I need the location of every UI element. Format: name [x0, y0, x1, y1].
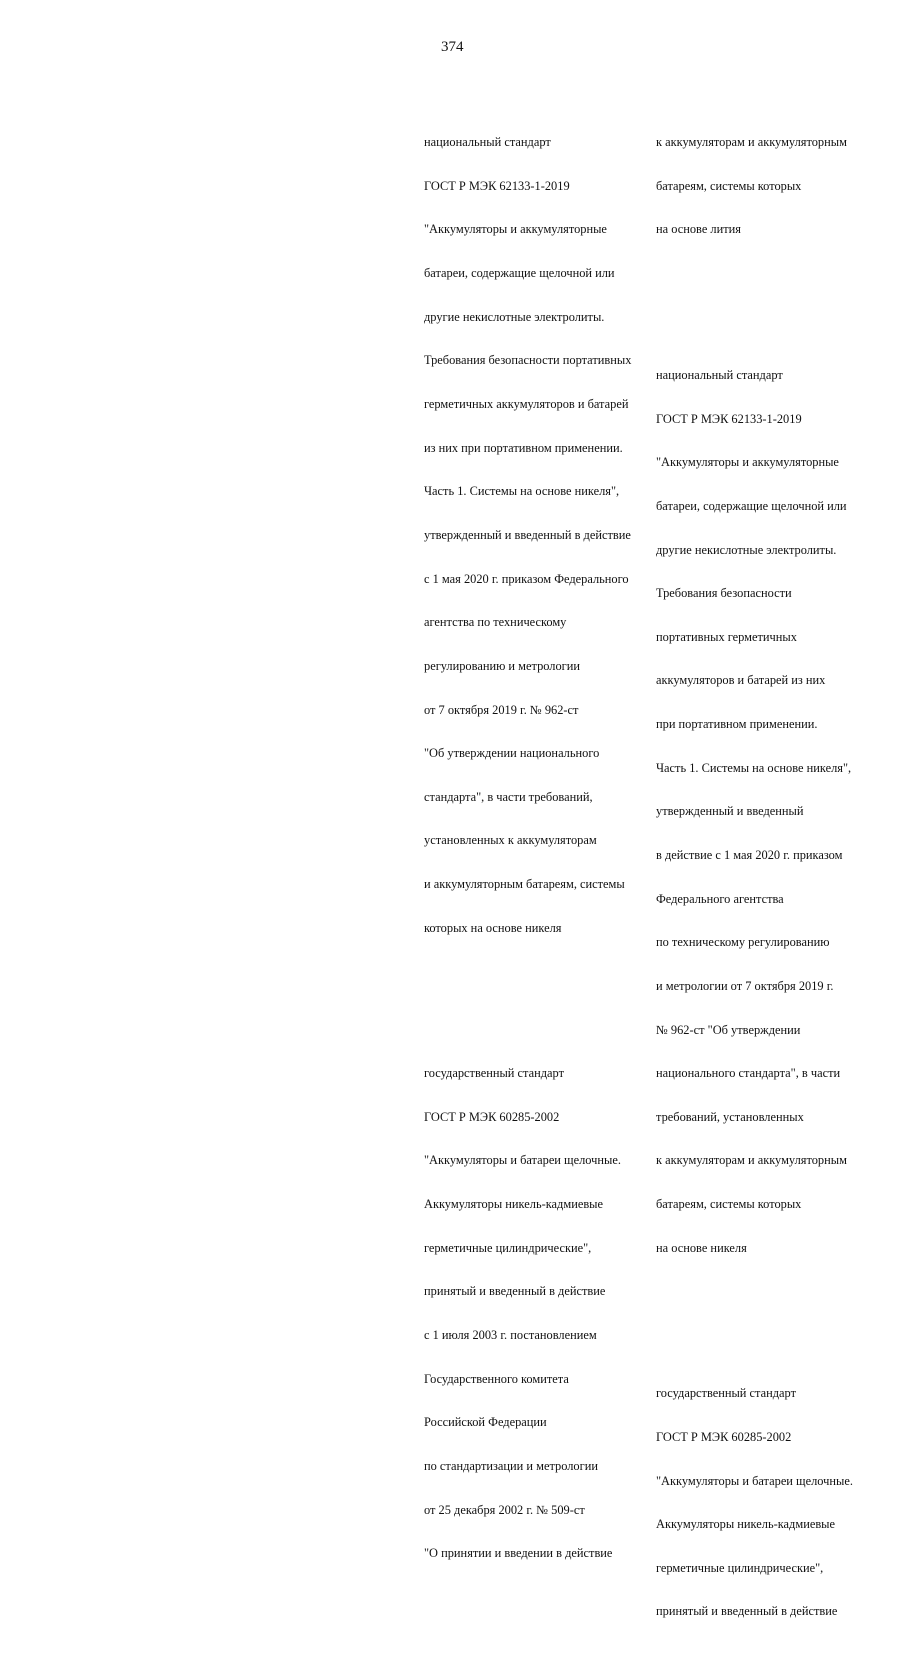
- text-line: утвержденный и введенный в действие: [424, 527, 631, 542]
- text-line: национальный стандарт: [656, 367, 783, 382]
- text-line: от 7 октября 2019 г. № 962-ст: [424, 702, 579, 717]
- text-line: Аккумуляторы никель-кадмиевые: [656, 1517, 835, 1532]
- text-line: Требования безопасности портативных: [424, 353, 632, 368]
- text-line: стандарта", в части требований,: [424, 789, 593, 804]
- text-line: "Аккумуляторы и аккумуляторные: [656, 455, 839, 470]
- text-line: принятый и введенный в действие: [656, 1604, 838, 1619]
- text-line: установленных к аккумуляторам: [424, 833, 597, 848]
- text-line: Часть 1. Системы на основе никеля",: [424, 484, 620, 499]
- text-line: "Об утверждении национального: [424, 746, 600, 761]
- text-line: принятый и введенный в действие: [424, 1284, 606, 1299]
- text-line: другие некислотные электролиты.: [656, 542, 837, 557]
- text-line: из них при портативном применении.: [424, 440, 623, 455]
- text-line: ГОСТ Р МЭК 60285-2002: [424, 1109, 560, 1124]
- block-spacer: [656, 1313, 891, 1328]
- text-line: Аккумуляторы никель-кадмиевые: [424, 1197, 603, 1212]
- text-line: на основе лития: [656, 222, 741, 237]
- text-line: другие некислотные электролиты.: [424, 309, 605, 324]
- text-line: батареям, системы которых: [656, 178, 802, 193]
- right-block-gost-62133: [656, 339, 891, 1285]
- text-line: регулированию и метрологии: [424, 658, 581, 673]
- text-line: национального стандарта", в части: [656, 1066, 841, 1081]
- right-column: [656, 77, 891, 1663]
- text-line: аккумуляторов и батарей из них: [656, 673, 826, 688]
- right-block-lithium-continuation: [656, 106, 891, 266]
- text-line: национальный стандарт: [424, 135, 551, 150]
- page-number: 374: [441, 39, 464, 55]
- text-line: батареи, содержащие щелочной или: [424, 266, 615, 281]
- text-line: герметичных аккумуляторов и батарей: [424, 397, 629, 412]
- text-line: Требования безопасности: [656, 586, 792, 601]
- text-line: герметичные цилиндрические",: [656, 1560, 824, 1575]
- text-line: "О принятии и введении в действие: [424, 1546, 613, 1561]
- text-line: с 1 мая 2020 г. приказом Федерального: [424, 571, 629, 586]
- left-block-gost-60285: [424, 1037, 659, 1590]
- text-line: по техническому регулированию: [656, 935, 830, 950]
- text-line: батареи, содержащие щелочной или: [656, 498, 847, 513]
- text-line: к аккумуляторам и аккумуляторным: [656, 1153, 847, 1168]
- text-line: утвержденный и введенный: [656, 804, 804, 819]
- text-line: Государственного комитета: [424, 1371, 569, 1386]
- text-line: портативных герметичных: [656, 629, 797, 644]
- text-line: требований, установленных: [656, 1109, 804, 1124]
- text-line: батареям, системы которых: [656, 1197, 802, 1212]
- text-line: к аккумуляторам и аккумуляторным: [656, 135, 847, 150]
- block-spacer: [656, 295, 891, 310]
- text-line: "Аккумуляторы и аккумуляторные: [424, 222, 607, 237]
- text-line: Федерального агентства: [656, 891, 784, 906]
- text-line: "Аккумуляторы и батареи щелочные.: [656, 1473, 853, 1488]
- text-line: с 1 июля 2003 г. постановлением: [424, 1328, 597, 1343]
- text-line: государственный стандарт: [656, 1386, 796, 1401]
- text-line: от 25 декабря 2002 г. № 509-ст: [424, 1502, 585, 1517]
- text-line: "Аккумуляторы и батареи щелочные.: [424, 1153, 621, 1168]
- text-line: при портативном применении.: [656, 717, 818, 732]
- text-line: ГОСТ Р МЭК 62133-1-2019: [656, 411, 802, 426]
- text-line: государственный стандарт: [424, 1066, 564, 1081]
- right-block-gost-60285: [656, 1357, 891, 1648]
- left-column: [424, 77, 659, 1604]
- left-block-gost-62133: [424, 106, 659, 964]
- text-line: Российской Федерации: [424, 1415, 547, 1430]
- text-line: ГОСТ Р МЭК 62133-1-2019: [424, 178, 570, 193]
- text-line: которых на основе никеля: [424, 920, 562, 935]
- text-line: в действие с 1 мая 2020 г. приказом: [656, 847, 843, 862]
- text-line: и метрологии от 7 октября 2019 г.: [656, 978, 834, 993]
- text-line: на основе никеля: [656, 1240, 747, 1255]
- block-spacer: [424, 993, 659, 1008]
- text-line: герметичные цилиндрические",: [424, 1240, 592, 1255]
- text-line: № 962-ст "Об утверждении: [656, 1022, 801, 1037]
- text-line: ГОСТ Р МЭК 60285-2002: [656, 1429, 792, 1444]
- text-line: и аккумуляторным батареям, системы: [424, 877, 625, 892]
- text-line: Часть 1. Системы на основе никеля",: [656, 760, 852, 775]
- text-line: агентства по техническому: [424, 615, 567, 630]
- text-line: по стандартизации и метрологии: [424, 1458, 598, 1473]
